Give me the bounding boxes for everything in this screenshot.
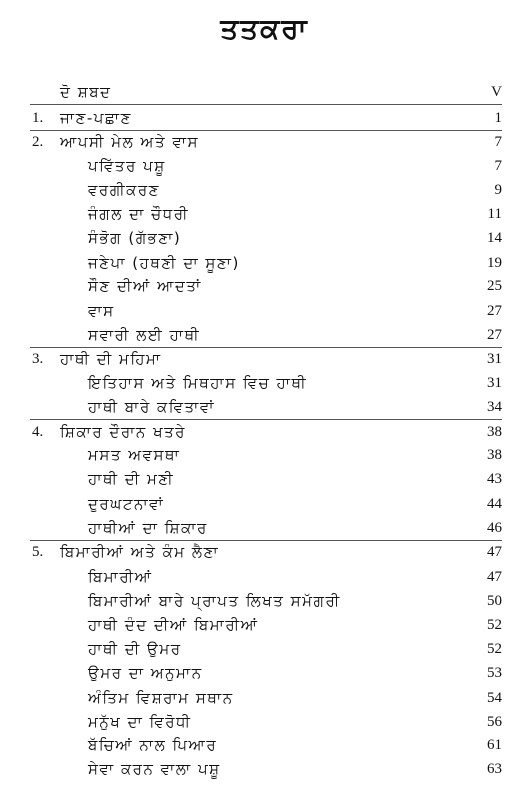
toc-entry — [0, 80, 529, 104]
toc-entry-label: ਹਾਥੀ ਦੀ ਉਮਰ — [88, 640, 182, 658]
toc-entry-page-number: 50 — [487, 593, 502, 609]
toc-entry-label: ਬਿਮਾਰੀਆਂ — [88, 568, 153, 586]
toc-entry — [0, 492, 529, 516]
toc-entry-label: ਉਮਰ ਦਾ ਅਨੁਮਾਨ — [88, 664, 203, 682]
toc-entry — [0, 733, 529, 757]
toc-entry-page-number: 43 — [487, 471, 502, 487]
toc-entry — [0, 565, 529, 589]
toc-entry-page-number: 38 — [487, 424, 502, 440]
toc-entry — [0, 637, 529, 661]
toc-entry-page-number: 11 — [487, 206, 502, 222]
toc-entry — [0, 540, 529, 564]
toc-entry — [0, 130, 529, 154]
toc-entry-label: ਸੇਵਾ ਕਰਨ ਵਾਲਾ ਪਸ਼ੂ — [88, 760, 221, 778]
toc-entry-page-number: V — [491, 84, 502, 100]
toc-entry-number: 5. — [32, 544, 44, 560]
toc-entry-label: ਵਾਸ — [88, 302, 115, 320]
toc-entry — [0, 274, 529, 298]
toc-entry-label: ਜਾਣ-ਪਛਾਣ — [60, 109, 132, 127]
section-divider — [30, 104, 502, 105]
toc-entry-number: 1. — [32, 110, 44, 126]
toc-entry-page-number: 7 — [494, 158, 502, 174]
toc-entry-label: ਹਾਥੀ ਦੀ ਮਣੀ — [88, 470, 175, 488]
toc-entry-label: ਮਸਤ ਅਵਸਥਾ — [88, 446, 181, 464]
toc-entry-label: ਜਣੇਪਾ (ਹਥਣੀ ਦਾ ਸੂਣਾ) — [88, 254, 240, 272]
toc-entry — [0, 420, 529, 444]
toc-entry-label: ਹਾਥੀਆਂ ਦਾ ਸ਼ਿਕਾਰ — [88, 519, 208, 537]
toc-entry — [0, 202, 529, 226]
toc-entry-page-number: 1 — [494, 110, 502, 126]
toc-entry-page-number: 38 — [487, 447, 502, 463]
toc-entry — [0, 347, 529, 371]
toc-entry — [0, 299, 529, 323]
toc-entry — [0, 226, 529, 250]
toc-entry-page-number: 52 — [487, 641, 502, 657]
toc-entry-label: ਬੱਚਿਆਂ ਨਾਲ ਪਿਆਰ — [88, 736, 218, 754]
toc-entry — [0, 443, 529, 467]
toc-entry-label: ਹਾਥੀ ਬਾਰੇ ਕਵਿਤਾਵਾਂ — [88, 398, 215, 416]
toc-entry — [0, 395, 529, 419]
toc-entry-page-number: 61 — [487, 737, 502, 753]
toc-entry-label: ਇਤਿਹਾਸ ਅਤੇ ਮਿਥਹਾਸ ਵਿਚ ਹਾਥੀ — [88, 374, 308, 392]
toc-entry-page-number: 46 — [487, 520, 502, 536]
toc-entry-label: ਸਵਾਰੀ ਲਈ ਹਾਥੀ — [88, 326, 201, 344]
toc-entry-label: ਵਰਗੀਕਰਣ — [88, 181, 160, 199]
toc-entry — [0, 323, 529, 347]
toc-entry-label: ਸੌਣ ਦੀਆਂ ਆਦਤਾਂ — [88, 277, 202, 295]
toc-entry-page-number: 47 — [487, 544, 502, 560]
toc-entry-page-number: 54 — [487, 690, 502, 706]
toc-entry — [0, 178, 529, 202]
toc-entry-page-number: 9 — [494, 182, 502, 198]
toc-entry-page-number: 56 — [487, 714, 502, 730]
toc-entry-page-number: 53 — [487, 665, 502, 681]
toc-entry — [0, 661, 529, 685]
toc-entry — [0, 613, 529, 637]
toc-entry — [0, 710, 529, 734]
page-title: ਤਤਕਰਾ — [220, 12, 309, 45]
toc-entry — [0, 371, 529, 395]
toc-entry-label: ਦੋ ਸ਼ਬਦ — [60, 83, 112, 101]
toc-entry-page-number: 63 — [487, 761, 502, 777]
toc-entry — [0, 251, 529, 275]
toc-entry-page-number: 7 — [494, 134, 502, 150]
toc-entry — [0, 154, 529, 178]
toc-entry-page-number: 34 — [487, 399, 502, 415]
toc-entry-label: ਸੰਭੋਗ (ਗੱਭਣਾ) — [88, 229, 182, 247]
toc-entry-label: ਸ਼ਿਕਾਰ ਦੌਰਾਨ ਖਤਰੇ — [60, 423, 186, 441]
toc-entry — [0, 106, 529, 130]
toc-entry — [0, 757, 529, 781]
toc-entry-page-number: 44 — [487, 496, 502, 512]
toc-entry-label: ਅੰਤਿਮ ਵਿਸ਼ਰਾਮ ਸਥਾਨ — [88, 689, 234, 707]
toc-entry-label: ਦੁਰਘਟਨਾਵਾਂ — [88, 495, 165, 513]
toc-entry — [0, 467, 529, 491]
toc-entry-page-number: 47 — [487, 569, 502, 585]
toc-entry-label: ਹਾਥੀ ਦੀ ਮਹਿਮਾ — [60, 350, 162, 368]
toc-entry-page-number: 31 — [487, 375, 502, 391]
toc-entry-label: ਪਵਿੱਤਰ ਪਸ਼ੂ — [88, 157, 166, 175]
toc-entry — [0, 516, 529, 540]
toc-entry-number: 2. — [32, 134, 44, 150]
toc-entry — [0, 589, 529, 613]
toc-entry-page-number: 31 — [487, 351, 502, 367]
toc-entry-label: ਮਨੁੱਖ ਦਾ ਵਿਰੋਧੀ — [88, 713, 192, 731]
toc-entry-number: 4. — [32, 424, 44, 440]
toc-entry-label: ਹਾਥੀ ਦੰਦ ਦੀਆਂ ਬਿਮਾਰੀਆਂ — [88, 616, 259, 634]
toc-entry-page-number: 19 — [487, 255, 502, 271]
toc-entry-number: 3. — [32, 351, 44, 367]
toc-entry-page-number: 25 — [487, 278, 502, 294]
toc-entry-label: ਜੰਗਲ ਦਾ ਚੌਧਰੀ — [88, 205, 190, 223]
toc-entry-page-number: 27 — [487, 303, 502, 319]
toc-entry-label: ਆਪਸੀ ਮੇਲ ਅਤੇ ਵਾਸ — [60, 133, 199, 151]
toc-entry-page-number: 52 — [487, 617, 502, 633]
toc-entry-label: ਬਿਮਾਰੀਆਂ ਅਤੇ ਕੰਮ ਲੈਣਾ — [60, 543, 220, 561]
toc-entry-page-number: 27 — [487, 327, 502, 343]
toc-entry-label: ਬਿਮਾਰੀਆਂ ਬਾਰੇ ਪ੍ਰਾਪਤ ਲਿਖਤ ਸਮੱਗਰੀ — [88, 592, 341, 610]
toc-entry-page-number: 14 — [487, 230, 502, 246]
toc-entry — [0, 686, 529, 710]
